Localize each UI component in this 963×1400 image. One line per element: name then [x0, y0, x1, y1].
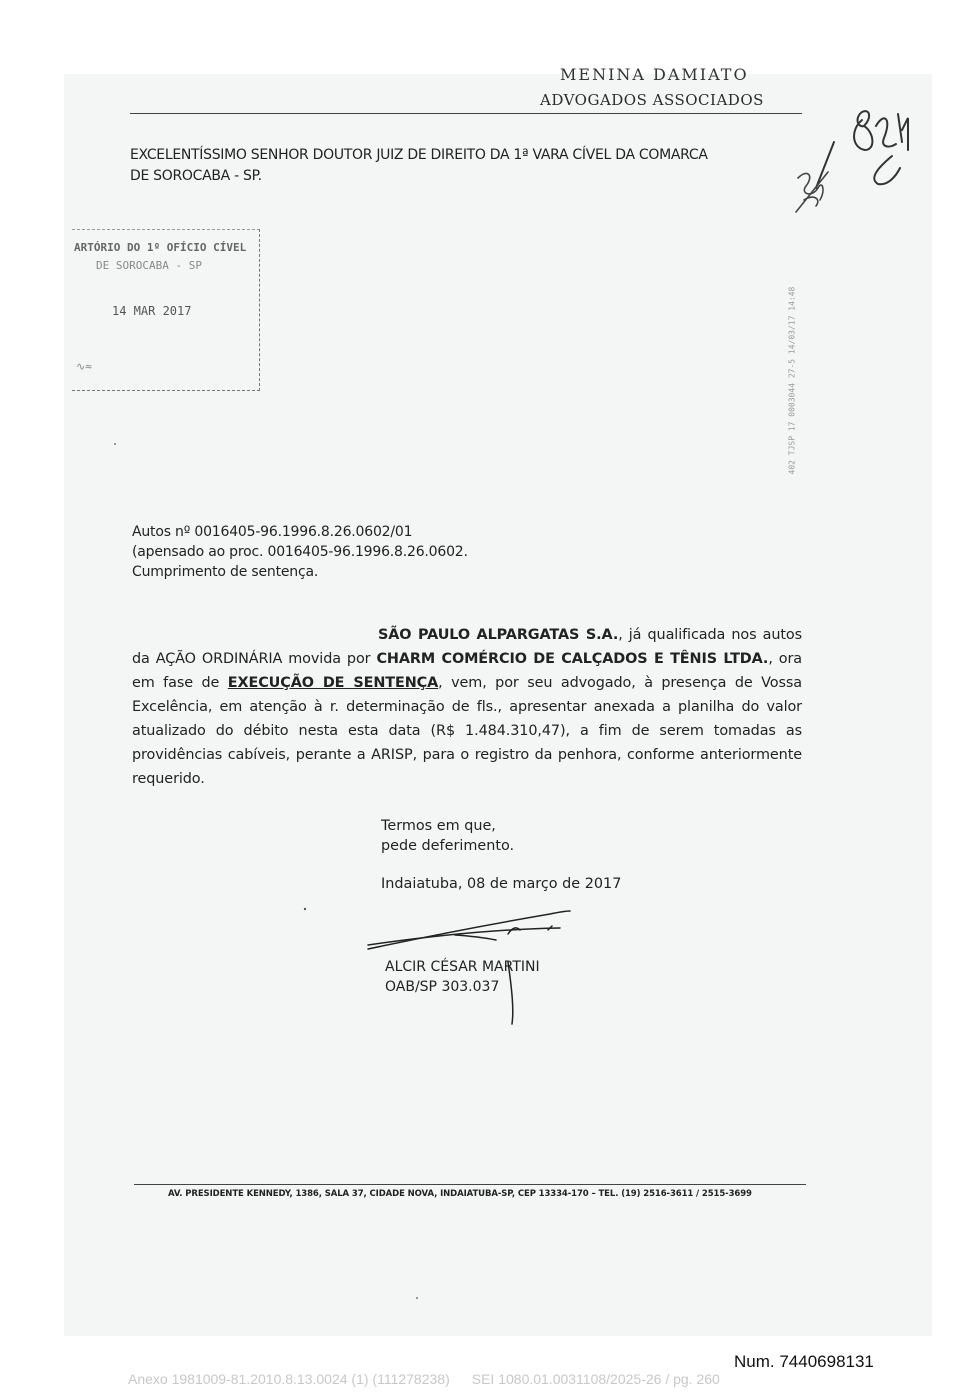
party-name: SÃO PAULO ALPARGATAS S.A.: [378, 627, 619, 643]
annex-reference: Anexo 1981009-81.2010.8.13.0024 (1) (111278238): [128, 1371, 450, 1387]
petition-text-2: , ora em fase de: [132, 651, 802, 691]
sei-reference: SEI 1080.01.0031108/2025-26 / pg. 260: [471, 1371, 720, 1387]
signer-name: ALCIR CÉSAR MARTINI: [385, 959, 540, 975]
side-protocol-text: 402 TJSP 17 0003044 27-5 14/03/17 14:48: [787, 286, 797, 475]
closing-line-1: Termos em que,: [381, 818, 496, 834]
stamp-initials: ∿≈: [76, 360, 92, 373]
case-cumprimento: Cumprimento de sentença.: [132, 564, 319, 580]
stamp-date: 14 MAR 2017: [112, 304, 192, 318]
signer-oab: OAB/SP 303.037: [385, 979, 500, 995]
stamp-office: ARTÓRIO DO 1º OFÍCIO CÍVEL: [74, 241, 247, 254]
case-apensado: (apensado ao proc. 0016405-96.1996.8.26.0602.: [132, 544, 468, 560]
letterhead-subtitle: ADVOGADOS ASSOCIADOS: [540, 91, 764, 109]
letterhead-firm-name: MENINA DAMIATO: [560, 65, 749, 84]
footer-address: AV. PRESIDENTE KENNEDY, 1386, SALA 37, CIDADE NOVA, INDAIATUBA-SP, CEP 13334-170 – TEL. (19) 2516-3611 / 2515-3699: [168, 1189, 752, 1199]
addressee-line-1: EXCELENTÍSSIMO SENHOR DOUTOR JUIZ DE DIREITO DA 1ª VARA CÍVEL DA COMARCA: [130, 147, 708, 163]
case-autos: Autos nº 0016405-96.1996.8.26.0602/01: [132, 524, 413, 540]
closing-line-2: pede deferimento.: [381, 838, 515, 854]
petition-text-1: , já qualificada nos autos da AÇÃO ORDINÁRIA movida por: [132, 627, 802, 667]
opponent-name: CHARM COMÉRCIO DE CALÇADOS E TÊNIS LTDA.: [376, 651, 769, 667]
folio-number-handwritten: [816, 111, 908, 188]
signature: [368, 911, 570, 1024]
annex-stamp-line: [128, 1371, 720, 1387]
document-number: Num. 7440698131: [734, 1352, 874, 1371]
footer-rule: [134, 1184, 806, 1185]
place-date: Indaiatuba, 08 de março de 2017: [381, 876, 622, 892]
stamp-city: DE SOROCABA - SP: [96, 259, 202, 272]
phase-label: EXECUÇÃO DE SENTENÇA: [227, 675, 439, 691]
petition-text-3: , vem, por seu advogado, à presença de Vossa Excelência, em atenção à r. determinação de fls., apresentar anexada a planilha do valor atualizado do débito nesta esta data (R$ 1.484.310,47), a fim de serem tomadas as providências cabíveis, perante a ARISP, para o registro da penhora, conforme anteriormente requerido.: [132, 675, 802, 787]
rubric-mark: [796, 172, 828, 212]
addressee-line-2: DE SOROCABA - SP.: [130, 168, 262, 184]
